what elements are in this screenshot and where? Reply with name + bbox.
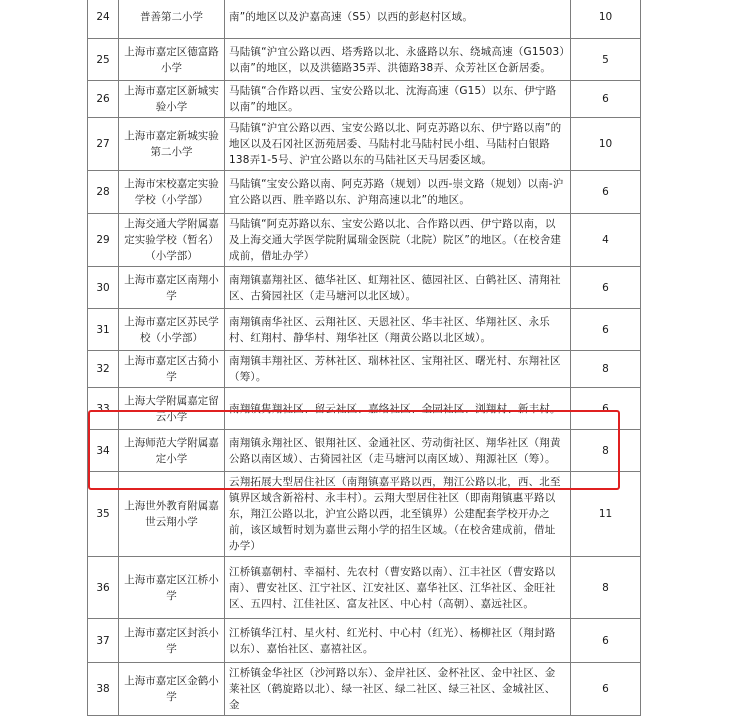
table-row: [88, 267, 641, 309]
enrollment-area: 马陆镇“合作路以西、宝安公路以北、沈海高速（G15）以东、伊宁路以南”的地区。: [225, 81, 571, 118]
row-number: 37: [88, 619, 119, 663]
class-count: 6: [571, 267, 641, 309]
school-name: 上海交通大学附属嘉定实验学校（暂名）（小学部）: [119, 214, 225, 267]
enrollment-area: 马陆镇“阿克苏路以东、宝安公路以北、合作路以西、伊宁路以南，以及上海交通大学医学院附属瑞金医院（北院）院区”的地区。（在校舍建成前，借址办学）: [225, 214, 571, 267]
row-number: 31: [88, 309, 119, 351]
class-count: 8: [571, 430, 641, 472]
school-name: 上海市嘉定区江桥小学: [119, 557, 225, 619]
school-name: 上海师范大学附属嘉定小学: [119, 430, 225, 472]
school-name: 上海市嘉定区古猗小学: [119, 351, 225, 388]
school-name: 普善第二小学: [119, 0, 225, 39]
table-row: [88, 214, 641, 267]
table-row: [88, 663, 641, 716]
table-row: [88, 39, 641, 81]
school-name: 上海市宋校嘉定实验学校（小学部）: [119, 171, 225, 214]
row-number: 38: [88, 663, 119, 716]
class-count: 6: [571, 388, 641, 430]
table-row: [88, 388, 641, 430]
school-name: 上海市嘉定区苏民学校（小学部）: [119, 309, 225, 351]
class-count: 6: [571, 619, 641, 663]
table-row: [88, 0, 641, 39]
enrollment-area: 南翔镇丰翔社区、芳林社区、瑞林社区、宝翔社区、曙光村、东翔社区（筹）。: [225, 351, 571, 388]
row-number: 25: [88, 39, 119, 81]
school-name: 上海大学附属嘉定留云小学: [119, 388, 225, 430]
class-count: 10: [571, 0, 641, 39]
row-number: 35: [88, 472, 119, 557]
class-count: 8: [571, 351, 641, 388]
school-name: 上海市嘉定区封浜小学: [119, 619, 225, 663]
table-row: [88, 472, 641, 557]
class-count: 8: [571, 557, 641, 619]
school-name: 上海世外教育附属嘉世云翔小学: [119, 472, 225, 557]
row-number: 24: [88, 0, 119, 39]
enrollment-area: 南翔镇嘉翔社区、德华社区、虹翔社区、德园社区、白鹤社区、清翔社区、古猗园社区（走马塘河以北区域）。: [225, 267, 571, 309]
school-name: 上海市嘉定区新城实验小学: [119, 81, 225, 118]
class-count: 5: [571, 39, 641, 81]
row-number: 27: [88, 118, 119, 171]
enrollment-area: 南翔镇南华社区、云翔社区、天恩社区、华丰社区、华翔社区、永乐村、红翔村、静华村、翔华社区（翔黄公路以北区域）。: [225, 309, 571, 351]
class-count: 6: [571, 663, 641, 716]
school-name: 上海市嘉定新城实验第二小学: [119, 118, 225, 171]
table-row: [88, 430, 641, 472]
row-number: 33: [88, 388, 119, 430]
class-count: 6: [571, 81, 641, 118]
enrollment-area: 云翔拓展大型居住社区（南翔镇嘉平路以西，翔江公路以北，西、北至镇界区域含新裕村、永丰村）。云翔大型居住社区（即南翔镇惠平路以东，翔江公路以北，沪宜公路以西，北至镇界）公建配套学校开办之前，该区域暂时划为嘉世云翔小学的招生区域。（在校舍建成前，借址办学）: [225, 472, 571, 557]
enrollment-area: 马陆镇“宝安公路以南、阿克苏路（规划）以西-崇文路（规划）以南-沪宜公路以西、胜辛路以东、沪翔高速以北”的地区。: [225, 171, 571, 214]
table-row: [88, 171, 641, 214]
class-count: 6: [571, 171, 641, 214]
school-name: 上海市嘉定区南翔小学: [119, 267, 225, 309]
class-count: 6: [571, 309, 641, 351]
row-number: 34: [88, 430, 119, 472]
enrollment-area: 南翔镇永翔社区、银翔社区、金通社区、劳动街社区、翔华社区（翔黄公路以南区域）、古猗园社区（走马塘河以南区域）、翔源社区（筹）。: [225, 430, 571, 472]
table-row: [88, 351, 641, 388]
school-district-table: [87, 0, 641, 716]
enrollment-area: 马陆镇“沪宜公路以西、宝安公路以北、阿克苏路以东、伊宁路以南”的地区以及石冈社区沥苑居委、马陆村北马陆村民小组、马陆村白银路138弄1-5号、沪宜公路以东的马陆社区天马居委区域。: [225, 118, 571, 171]
row-number: 36: [88, 557, 119, 619]
table-row: [88, 557, 641, 619]
school-name: 上海市嘉定区德富路小学: [119, 39, 225, 81]
row-number: 32: [88, 351, 119, 388]
school-name: 上海市嘉定区金鹤小学: [119, 663, 225, 716]
class-count: 4: [571, 214, 641, 267]
table-row: [88, 309, 641, 351]
row-number: 30: [88, 267, 119, 309]
enrollment-area: 南”的地区以及沪嘉高速（S5）以西的彭赵村区域。: [225, 0, 571, 39]
table-row: [88, 118, 641, 171]
class-count: 10: [571, 118, 641, 171]
enrollment-area: 江桥镇金华社区（沙河路以东）、金岸社区、金杯社区、金中社区、金莱社区（鹤旋路以北）、绿一社区、绿二社区、绿三社区、金城社区、金: [225, 663, 571, 716]
table-row: [88, 619, 641, 663]
table-body: [88, 0, 641, 716]
enrollment-area: 南翔镇隽翔社区、留云社区、嘉络社区、金园社区、浏翔村、新丰村。: [225, 388, 571, 430]
row-number: 29: [88, 214, 119, 267]
class-count: 11: [571, 472, 641, 557]
row-number: 26: [88, 81, 119, 118]
table-row: [88, 81, 641, 118]
enrollment-area: 马陆镇“沪宜公路以西、塔秀路以北、永盛路以东、绕城高速（G1503）以南”的地区，以及洪德路35弄、洪德路38弄、众芳社区仓新居委。: [225, 39, 571, 81]
row-number: 28: [88, 171, 119, 214]
enrollment-area: 江桥镇华江村、星火村、红光村、中心村（红光）、杨柳社区（翔封路以东）、嘉怡社区、嘉禧社区。: [225, 619, 571, 663]
enrollment-area: 江桥镇嘉朝村、幸福村、先农村（曹安路以南）、江丰社区（曹安路以南）、曹安社区、江宁社区、江安社区、嘉华社区、江华社区、金旺社区、五四村、江佳社区、富友社区、中心村（高朝）、嘉远社区。: [225, 557, 571, 619]
